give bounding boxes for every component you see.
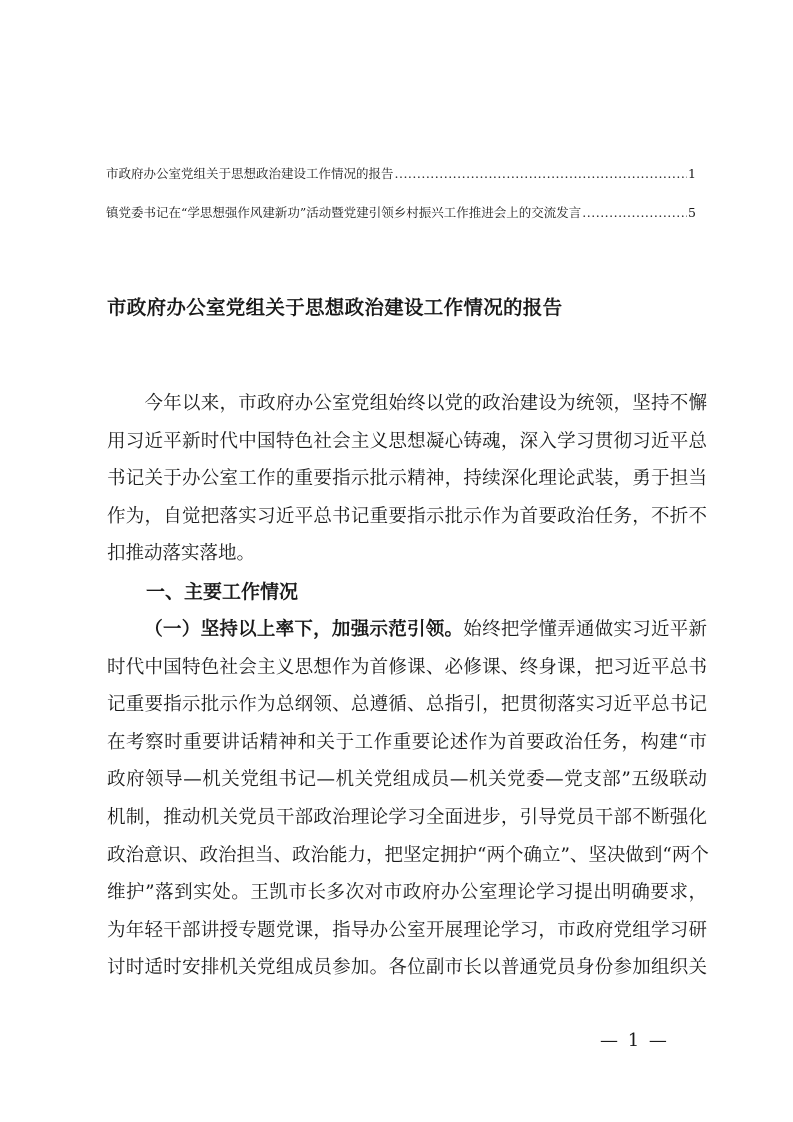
toc-entry-page: 5 [688,205,696,220]
text-line: 今年以来，市政府办公室党组始终以党的政治建设为统领，坚持不懈 [107,393,707,414]
subsection-first-line-rest: 始终把学懂弄通做实习近平新 [463,619,707,640]
text-line: 在考察时重要讲话精神和关于工作重要论述作为首要政治任务，构建“市 [107,731,707,753]
toc-entry-2[interactable] [106,203,696,220]
text-line: 维护”落到实处。王凯市长多次对市政府办公室理论学习提出明确要求， [107,882,707,904]
toc-leader-dots [582,205,687,220]
subsection-lead: （一）坚持以上率下，加强示范引领。 [144,619,464,640]
text-line: 机制，推动机关党员干部政治理论学习全面进步，引导党员干部不断强化 [107,806,707,828]
text-line: 政府领导—机关党组书记—机关党组成员—机关党委—党支部”五级联动 [107,769,707,791]
document-title: 市政府办公室党组关于思想政治建设工作情况的报告 [107,296,563,319]
page-number: — 1 — [600,1030,669,1051]
toc-entry-title: 镇党委书记在“学思想强作风建新功”活动暨党建引领乡村振兴工作推进会上的交流发言 [106,205,582,220]
toc-entry-page: 1 [688,166,696,181]
text-line: 政治意识、政治担当、政治能力，把坚定拥护“两个确立”、坚决做到“两个 [107,844,709,866]
subsection-paragraph [107,611,707,987]
text-line: 为年轻干部讲授专题党课，指导办公室开展理论学习，市政府党组学习研 [107,919,707,941]
section-heading: 一、主要工作情况 [146,581,299,603]
text-line: 讨时适时安排机关党组成员参加。各位副市长以普通党员身份参加组织关 [107,957,707,979]
toc-leader-dots [395,166,688,181]
text-line: 书记关于办公室工作的重要指示批示精神，持续深化理论武装，勇于担当 [107,468,707,490]
text-line [107,611,707,649]
text-line: 记重要指示批示作为总纲领、总遵循、总指引，把贯彻落实习近平总书记 [107,694,707,716]
intro-paragraph [107,385,707,573]
toc-entry-1[interactable] [106,164,696,181]
toc-entry-title: 市政府办公室党组关于思想政治建设工作情况的报告 [106,166,394,181]
text-line: 时代中国特色社会主义思想作为首修课、必修课、终身课，把习近平总书 [107,656,707,678]
text-line: 作为，自觉把落实习近平总书记重要指示批示作为首要政治任务，不折不 [107,505,707,527]
text-line: 扣推动落实落地。 [107,543,256,565]
text-line: 用习近平新时代中国特色社会主义思想凝心铸魂，深入学习贯彻习近平总 [107,430,707,452]
